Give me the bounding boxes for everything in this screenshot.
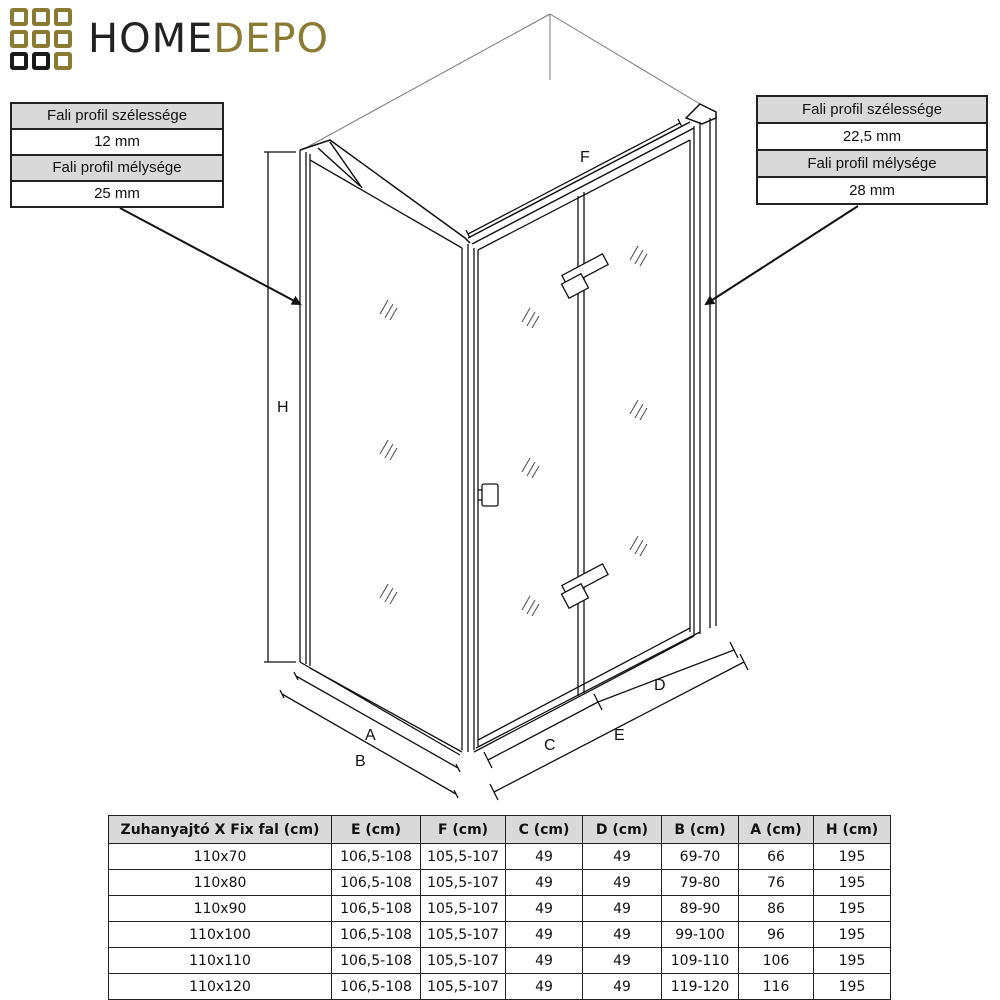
- col-header-size: Zuhanyajtó X Fix fal (cm): [109, 816, 332, 844]
- cell-d: 49: [583, 844, 662, 870]
- dimension-line-a: [296, 676, 458, 768]
- dimension-line-c: [488, 702, 598, 760]
- cell-f: 105,5-107: [421, 974, 506, 1000]
- dimension-label-a: A: [365, 727, 376, 744]
- right-profile-arrow: [706, 206, 858, 304]
- left-width-value: 12 mm: [12, 130, 222, 156]
- brand-home: HOME: [88, 16, 214, 62]
- enclosure-top-frame: [300, 104, 716, 244]
- door-hinge-bottom: [562, 564, 609, 608]
- left-depth-value: 25 mm: [94, 185, 140, 202]
- col-header-b: B (cm): [662, 816, 739, 844]
- cell-size: 110x90: [109, 896, 332, 922]
- cell-b: 119-120: [662, 974, 739, 1000]
- left-profile-arrow: [120, 208, 300, 304]
- cell-e: 106,5-108: [332, 844, 421, 870]
- left-profile-info-box: [10, 102, 224, 208]
- cell-h: 195: [814, 870, 891, 896]
- cell-b: 79-80: [662, 870, 739, 896]
- cell-size: 110x110: [109, 948, 332, 974]
- table-row: [109, 974, 891, 1000]
- cell-e: 106,5-108: [332, 870, 421, 896]
- cell-h: 195: [814, 844, 891, 870]
- dimension-label-b: B: [355, 753, 366, 770]
- col-header-c: C (cm): [506, 816, 583, 844]
- cell-a: 106: [739, 948, 814, 974]
- cell-b: 109-110: [662, 948, 739, 974]
- cell-f: 105,5-107: [421, 948, 506, 974]
- dimension-label-h: H: [277, 399, 289, 416]
- cell-b: 69-70: [662, 844, 739, 870]
- table-row: [109, 948, 891, 974]
- glass-reflection-marks: [380, 246, 647, 616]
- dimension-label-f: F: [580, 149, 590, 166]
- left-width-label: Fali profil szélessége: [12, 104, 222, 130]
- cell-f: 105,5-107: [421, 844, 506, 870]
- cell-c: 49: [506, 896, 583, 922]
- left-depth-label: Fali profil mélysége: [12, 156, 222, 182]
- dimension-line-f: [468, 123, 680, 234]
- cell-a: 66: [739, 844, 814, 870]
- cell-c: 49: [506, 844, 583, 870]
- right-depth-value: 28 mm: [849, 182, 895, 199]
- dimension-label-e: E: [614, 727, 625, 744]
- table-row: [109, 870, 891, 896]
- table-row: [109, 896, 891, 922]
- table-row: [109, 922, 891, 948]
- cell-e: 106,5-108: [332, 948, 421, 974]
- cell-c: 49: [506, 948, 583, 974]
- right-width-value: 22,5 mm: [758, 124, 986, 151]
- cell-f: 105,5-107: [421, 922, 506, 948]
- cell-a: 96: [739, 922, 814, 948]
- cell-a: 76: [739, 870, 814, 896]
- dimension-lines: [264, 119, 748, 800]
- cell-h: 195: [814, 922, 891, 948]
- cell-f: 105,5-107: [421, 896, 506, 922]
- door-handle-knob: [478, 484, 498, 506]
- cell-d: 49: [583, 870, 662, 896]
- cell-size: 110x70: [109, 844, 332, 870]
- cell-e: 106,5-108: [332, 896, 421, 922]
- col-header-f: F (cm): [421, 816, 506, 844]
- col-header-a: A (cm): [739, 816, 814, 844]
- right-depth-label: Fali profil mélysége: [758, 151, 986, 178]
- col-header-h: H (cm): [814, 816, 891, 844]
- folding-door: [474, 140, 700, 752]
- table-header-row: [109, 816, 891, 844]
- cell-size: 110x120: [109, 974, 332, 1000]
- left-wall-profile: [300, 150, 310, 666]
- cell-e: 106,5-108: [332, 974, 421, 1000]
- enclosure-back-lines: [302, 14, 700, 150]
- dimensions-table: [108, 815, 891, 1000]
- table-row: [109, 844, 891, 870]
- cell-f: 105,5-107: [421, 870, 506, 896]
- right-wall-profile: [694, 116, 716, 636]
- cell-c: 49: [506, 870, 583, 896]
- cell-a: 86: [739, 896, 814, 922]
- col-header-e: E (cm): [332, 816, 421, 844]
- right-profile-info-box: [756, 95, 988, 205]
- cell-c: 49: [506, 922, 583, 948]
- dimension-line-b: [282, 694, 456, 794]
- brand-depo: DEPO: [213, 16, 330, 62]
- cell-b: 99-100: [662, 922, 739, 948]
- cell-size: 110x80: [109, 870, 332, 896]
- cell-h: 195: [814, 896, 891, 922]
- cell-e: 106,5-108: [332, 922, 421, 948]
- side-fixed-glass: [300, 160, 468, 755]
- cell-d: 49: [583, 922, 662, 948]
- dimension-label-c: C: [544, 737, 556, 754]
- right-width-label: Fali profil szélessége: [758, 97, 986, 124]
- dimension-label-d: D: [654, 677, 666, 694]
- cell-c: 49: [506, 974, 583, 1000]
- col-header-d: D (cm): [583, 816, 662, 844]
- cell-h: 195: [814, 948, 891, 974]
- door-hinge-top: [562, 254, 609, 298]
- cell-a: 116: [739, 974, 814, 1000]
- cell-h: 195: [814, 974, 891, 1000]
- cell-d: 49: [583, 948, 662, 974]
- cell-d: 49: [583, 896, 662, 922]
- cell-b: 89-90: [662, 896, 739, 922]
- cell-size: 110x100: [109, 922, 332, 948]
- cell-d: 49: [583, 974, 662, 1000]
